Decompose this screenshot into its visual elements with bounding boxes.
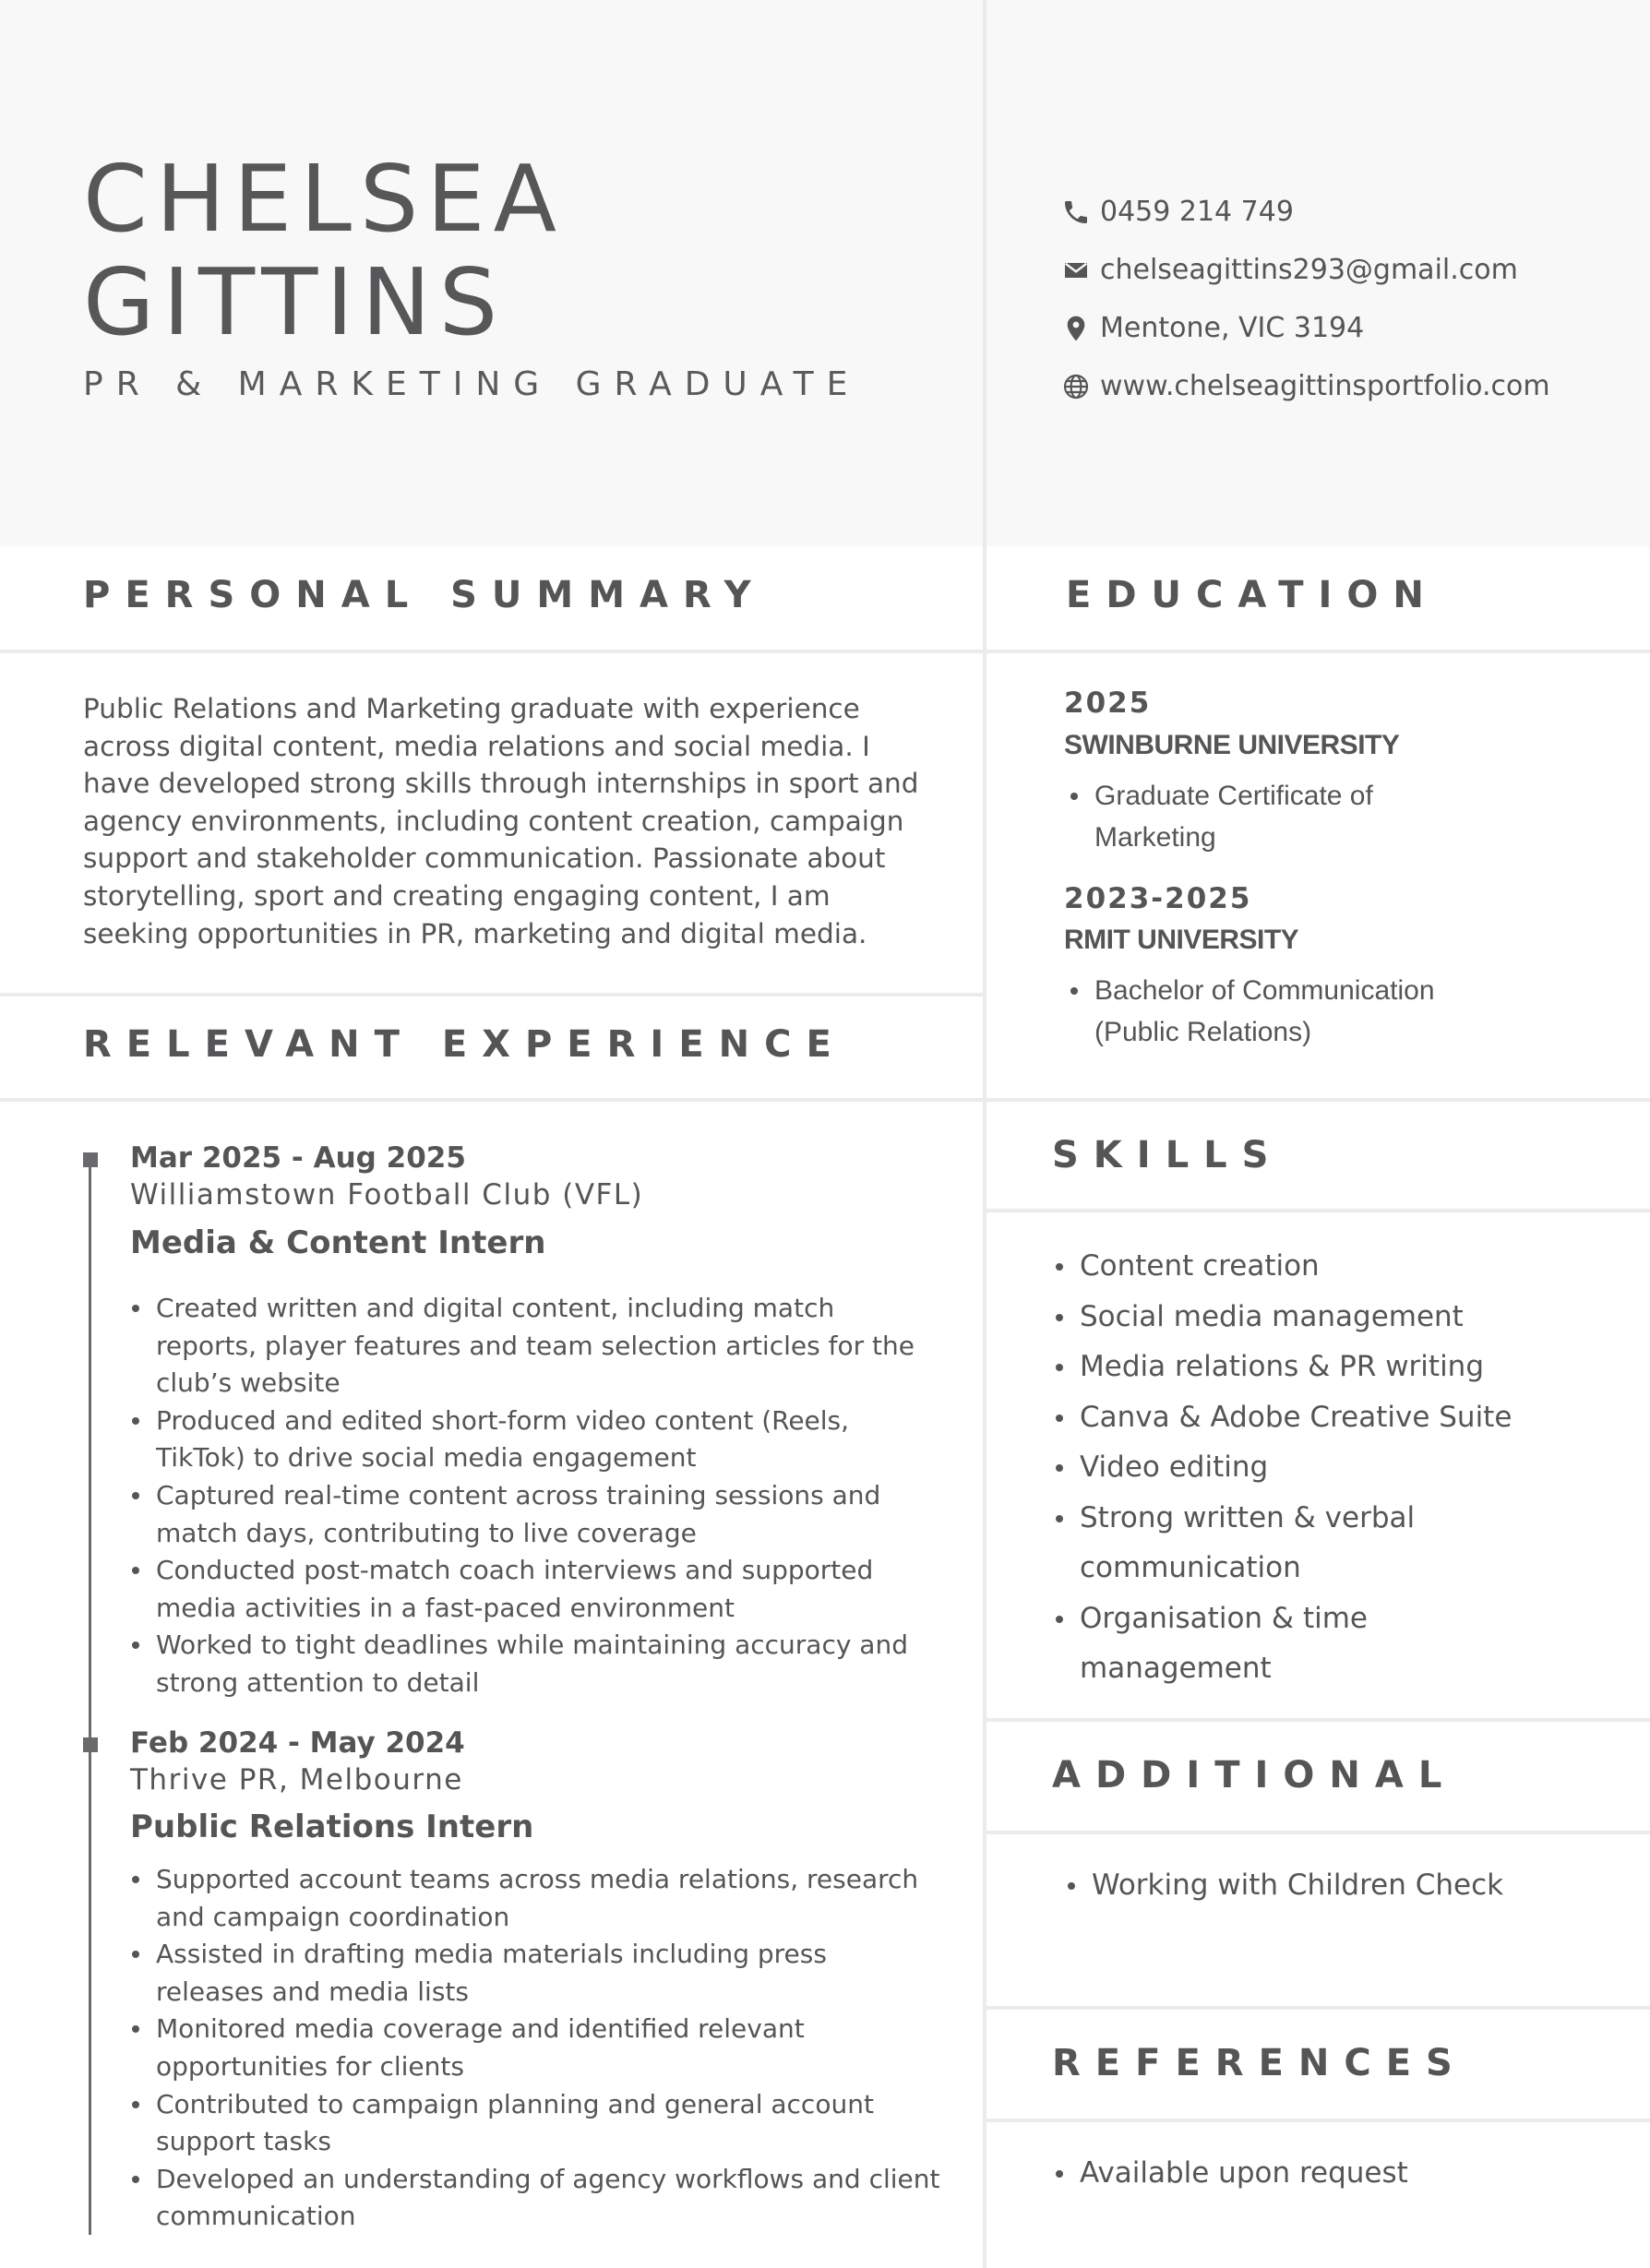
job-bullets — [130, 1290, 942, 1702]
email-address: chelseagittins293@gmail.com — [1100, 254, 1518, 286]
list-item: Contributed to campaign planning and general account support tasks — [130, 2086, 942, 2161]
list-item: Strong written & verbal communication — [1054, 1493, 1477, 1594]
education-year: 2023-2025 — [1064, 882, 1252, 915]
candidate-name — [83, 145, 565, 356]
job-dates: Mar 2025 - Aug 2025 — [130, 1141, 466, 1175]
skills-list — [1054, 1241, 1626, 1694]
divider — [986, 1831, 1650, 1834]
list-item: Canva & Adobe Creative Suite — [1054, 1392, 1626, 1443]
phone-icon — [1061, 197, 1091, 227]
globe-icon — [1061, 372, 1091, 401]
list-item: Bachelor of Communication (Public Relations) — [1069, 970, 1456, 1053]
list-item: Conducted post-match coach interviews and supported media activities in a fast-paced environment — [130, 1552, 942, 1627]
list-item: Developed an understanding of agency workflows and client communication — [130, 2161, 942, 2236]
list-item: Organisation & time management — [1054, 1594, 1477, 1694]
list-item: Social media management — [1054, 1292, 1626, 1343]
additional-heading: ADDITIONAL — [1052, 1754, 1457, 1796]
divider — [986, 1209, 1650, 1212]
references-heading: REFERENCES — [1052, 2042, 1467, 2084]
timeline-marker — [83, 1152, 98, 1167]
divider — [986, 1098, 1650, 1102]
divider — [986, 2119, 1650, 2122]
education-university: SWINBURNE UNIVERSITY — [1064, 730, 1400, 760]
list-item: Video editing — [1054, 1442, 1626, 1493]
divider — [0, 650, 983, 653]
list-item: Captured real-time content across training sessions and match days, contributing to live coverage — [130, 1477, 942, 1552]
job-dates: Feb 2024 - May 2024 — [130, 1726, 465, 1760]
list-item: Working with Children Check — [1066, 1860, 1638, 1911]
education-university: RMIT UNIVERSITY — [1064, 925, 1299, 955]
education-items — [1069, 775, 1456, 858]
last-name: GITTINS — [83, 248, 507, 356]
additional-list — [1066, 1860, 1638, 1911]
mail-icon — [1061, 256, 1091, 285]
contact-location — [1061, 312, 1364, 344]
phone-number: 0459 214 749 — [1100, 196, 1294, 228]
list-item: Monitored media coverage and identified relevant opportunities for clients — [130, 2011, 942, 2085]
list-item: Assisted in drafting media materials including press releases and media lists — [130, 1936, 942, 2011]
list-item: Graduate Certificate of Marketing — [1069, 775, 1456, 858]
website-url: www.chelseagittinsportfolio.com — [1100, 370, 1550, 402]
job-organisation: Thrive PR, Melbourne — [130, 1763, 463, 1796]
list-item: Media relations & PR writing — [1054, 1342, 1626, 1392]
references-list — [1054, 2148, 1626, 2199]
contact-phone — [1061, 196, 1294, 228]
job-title: PR & MARKETING GRADUATE — [83, 365, 861, 403]
timeline-marker — [83, 1737, 98, 1752]
list-item: Supported account teams across media relations, research and campaign coordination — [130, 1861, 942, 1936]
list-item: Available upon request — [1054, 2148, 1626, 2199]
column-divider — [983, 0, 986, 2268]
relevant-experience-heading: RELEVANT EXPERIENCE — [83, 1023, 846, 1066]
list-item: Created written and digital content, including match reports, player features and team selection articles for the club’s website — [130, 1290, 942, 1403]
list-item: Worked to tight deadlines while maintaining accuracy and strong attention to detail — [130, 1627, 942, 1701]
first-name: CHELSEA — [83, 145, 565, 253]
experience-timeline — [89, 1157, 91, 2235]
divider — [0, 1098, 983, 1102]
education-year: 2025 — [1064, 686, 1152, 720]
location-text: Mentone, VIC 3194 — [1100, 312, 1365, 344]
divider — [0, 993, 983, 997]
contact-email — [1061, 254, 1518, 286]
job-role: Public Relations Intern — [130, 1808, 534, 1845]
contact-website — [1061, 370, 1550, 402]
list-item: Content creation — [1054, 1241, 1626, 1292]
divider — [986, 2006, 1650, 2010]
job-organisation: Williamstown Football Club (VFL) — [130, 1178, 644, 1212]
location-pin-icon — [1061, 314, 1091, 343]
education-items — [1069, 970, 1456, 1053]
personal-summary-text: Public Relations and Marketing graduate with experience across digital content, media relations and social media. I have developed strong skills through internships in sport and agency environments, including content creation, campaign support and stakeholder communication. Passionate about storytelling, sport and creating engaging content, I am seeking opportunities in PR, marketing and digital media. — [83, 693, 919, 949]
job-role: Media & Content Intern — [130, 1224, 546, 1261]
job-bullets — [130, 1861, 942, 2236]
divider — [986, 1718, 1650, 1722]
skills-heading: SKILLS — [1052, 1134, 1284, 1176]
education-heading: EDUCATION — [1066, 574, 1439, 616]
list-item: Produced and edited short-form video content (Reels, TikTok) to drive social media engagement — [130, 1403, 942, 1477]
personal-summary-heading: PERSONAL SUMMARY — [83, 574, 766, 616]
divider — [986, 650, 1650, 653]
